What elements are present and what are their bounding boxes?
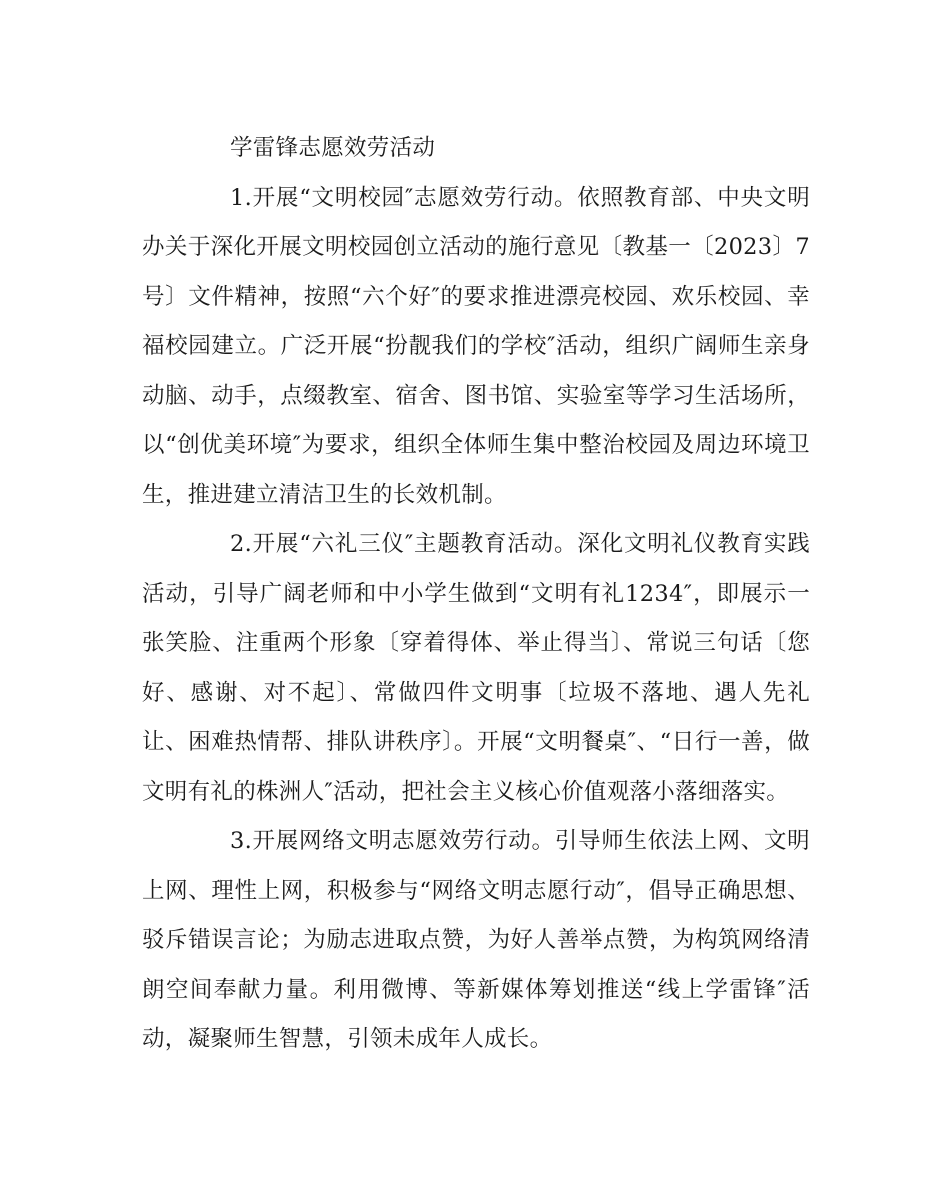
paragraph-3: 3.开展网络文明志愿效劳行动。引导师生依法上网、文明上网、理性上网，积极参与“网络文明志愿行动″，倡导正确思想、驳斥错误言论；为励志进取点赞，为好人善举点赞，为构筑网络清朗空间奉献力量。利用微博、等新媒体筹划推送“线上学雷锋″活动，凝聚师生智慧，引领未成年人成长。 — [142, 828, 810, 1052]
paragraph-1: 1.开展“文明校园″志愿效劳行动。依照教育部、中央文明办关于深化开展文明校园创立活动的施行意见〔教基一〔2023〕7号〕文件精神，按照“六个好″的要求推进漂亮校园、欢乐校园、幸福校园建立。广泛开展“扮靓我们的学校″活动，组织广阔师生亲身动脑、动手，点缀教室、宿舍、图书馆、实验室等学习生活场所，以“创优美环境″为要求，组织全体师生集中整治校园及周边环境卫生，推进建立清洁卫生的长效机制。 — [142, 184, 810, 508]
document-body — [142, 124, 810, 1065]
document-title: 学雷锋志愿效劳活动 — [230, 135, 436, 161]
paragraph-2: 2.开展“六礼三仪″主题教育活动。深化文明礼仪教育实践活动，引导广阔老师和中小学生做到“文明有礼1234″，即展示一张笑脸、注重两个形象〔穿着得体、举止得当〕、常说三句话〔您好、感谢、对不起〕、常做四件文明事〔垃圾不落地、遇人先礼让、困难热情帮、排队讲秩序〕。开展“文明餐桌″、“日行一善，做文明有礼的株洲人″活动，把社会主义核心价值观落小落细落实。 — [142, 531, 810, 805]
